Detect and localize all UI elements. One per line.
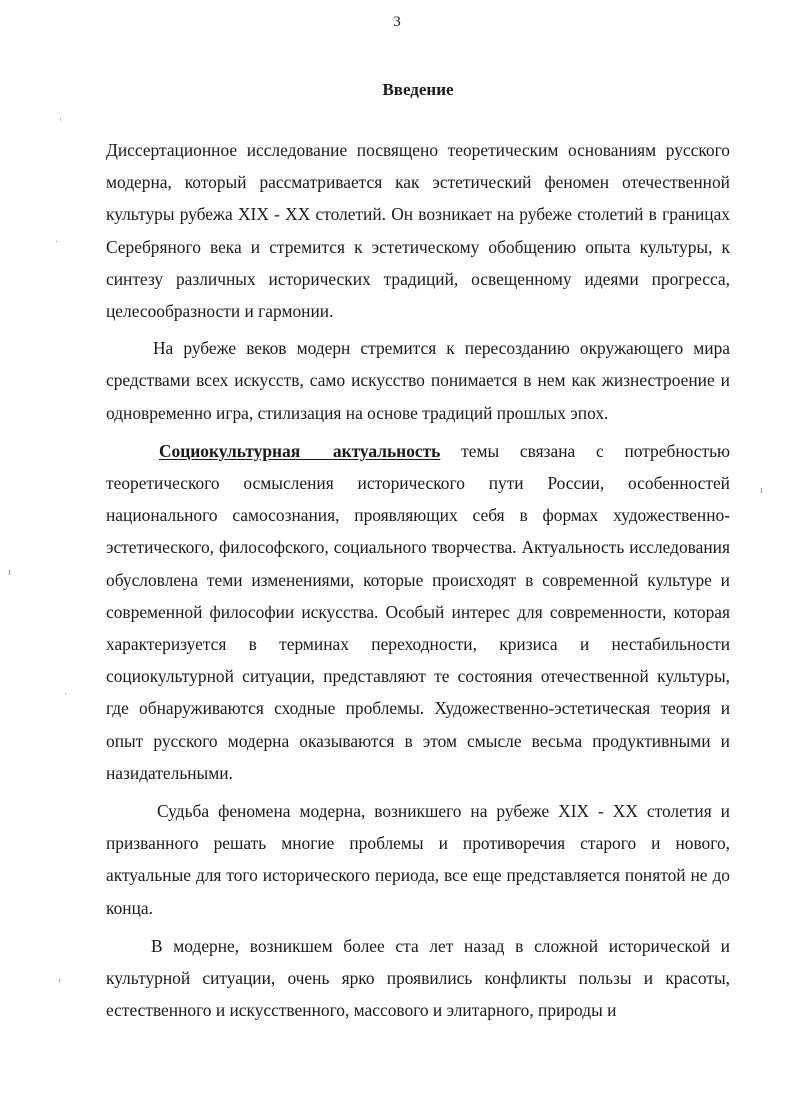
paragraph-3 <box>106 435 730 789</box>
scan-mark: ı <box>760 485 763 496</box>
paragraph-1: Диссертационное исследование посвящено теоретическим основаниям русского модерна, который рассматривается как эстетический феномен отечественной культуры рубежа XIX - XX столетий. Он возникает на рубеже столетий в границах Серебряного века и стремится к эстетическому обобщению опыта культуры, к синтезу различных исторических традиций, освещенному идеями прогресса, целесообразности и гармонии. <box>106 140 730 322</box>
paragraph-4: Судьба феномена модерна, возникшего на рубеже XIX - XX столетия и призванного решать многие проблемы и противоречия старого и нового, актуальные для того исторического периода, все еще представляется понятой не до конца. <box>106 801 730 918</box>
page-number: 3 <box>393 14 401 30</box>
paragraph-2: На рубеже веков модерн стремится к пересозданию окружающего мира средствами всех искусств, само искусство понимается в нем как жизнестроение и одновременно игра, стилизация на основе традиций прошлых эпох. <box>106 338 730 423</box>
paragraph-5: В модерне, возникшем более ста лет назад в сложной исторической и культурной ситуации, очень ярко проявились конфликты пользы и красоты, естественного и искусственного, массового и элитарного, природы и <box>106 935 730 1021</box>
scan-mark: ‹ <box>58 975 62 986</box>
body-text <box>106 134 730 1026</box>
page-title: Введение <box>382 80 454 99</box>
scan-mark: ᵎ <box>60 115 62 126</box>
paragraph-3-text: темы связана с потребностью теоретического осмысления исторического пути России, особенностей национального самосознания, проявляющих себя в формах художественно-эстетического, философского, социального творчества. Актуальность исследования обусловлена теми изменениями, которые происходят в современной культуре и современной философии искусства. Особый интерес для современности, которая характеризуется в терминах переходности, кризиса и нестабильности социокультурной ситуации, представляют те состояния отечественной культуры, где обнаруживаются сходные проблемы. Художественно-эстетическая теория и опыт русского модерна оказываются в этом смысле весьма продуктивными и назидательными. <box>106 440 730 783</box>
scan-mark: · <box>64 689 68 700</box>
emphasized-term: Социокультурная актуальность <box>159 440 441 461</box>
scan-mark: · <box>55 237 59 248</box>
scan-mark: ı <box>8 567 11 578</box>
